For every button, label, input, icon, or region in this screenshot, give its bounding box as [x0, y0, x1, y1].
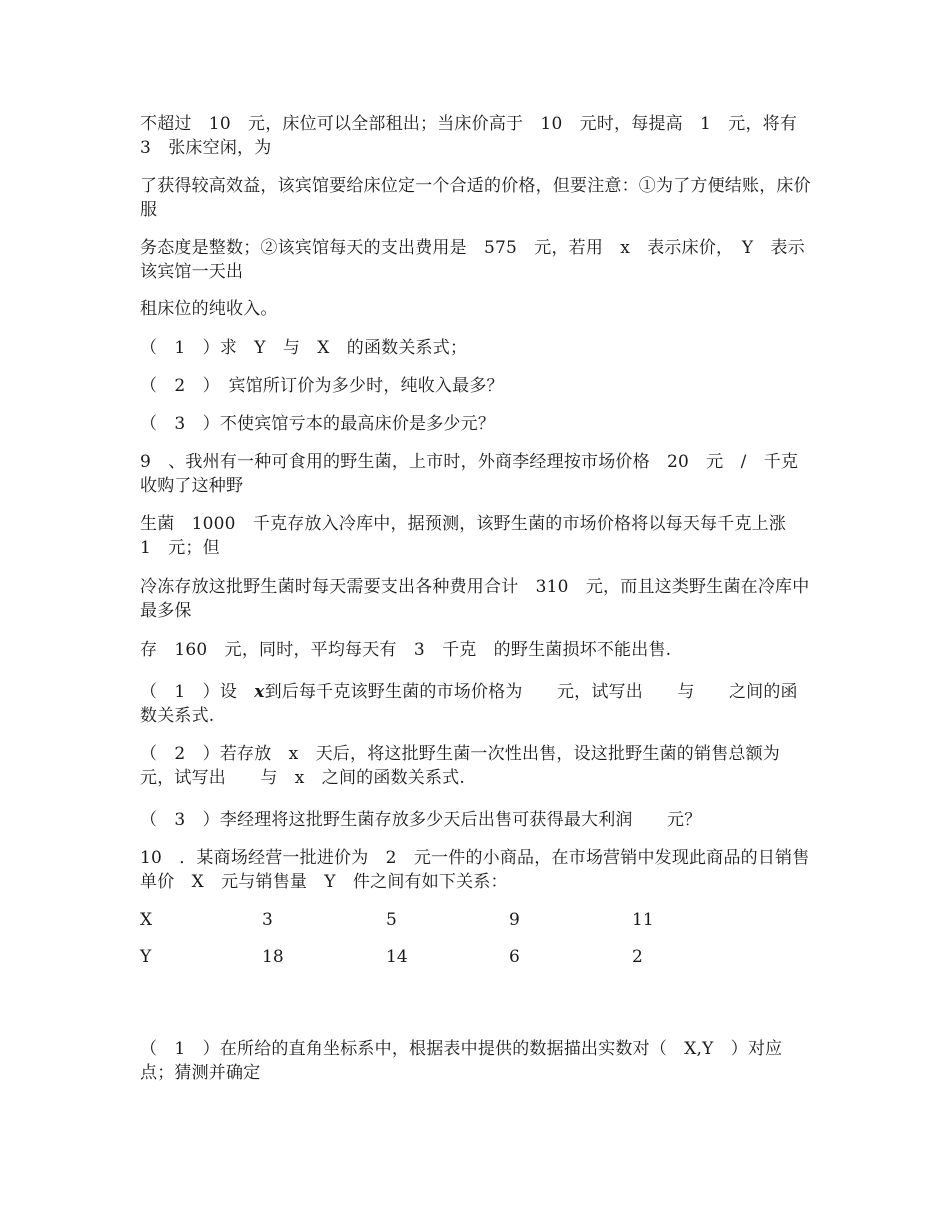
question-9-1-prefix: （ 1 ）设: [140, 682, 255, 702]
paragraph-net-income: 租床位的纯收入。: [140, 299, 278, 319]
variable-x: x: [254, 682, 265, 702]
question-9-2: （ 2 ）若存放 x 天后，将这批野生菌一次性出售，设这批野生菌的销售总额为 元，试写出 与 x 之间的函数关系式.: [140, 744, 815, 788]
table-cell: Y: [140, 947, 152, 967]
question-9-3: （ 3 ）李经理将这批野生菌存放多少天后出售可获得最大利润 元？: [140, 810, 702, 830]
question-8-3: （ 3 ）不使宾馆亏本的最高床价是多少元？: [140, 414, 496, 434]
table-cell: 14: [386, 947, 408, 967]
table-cell: 11: [632, 910, 654, 930]
paragraph-bed-price-goal: 了获得较高效益，该宾馆要给床位定一个合适的价格，但要注意：①为了方便结账，床价服: [140, 176, 811, 220]
question-9-1: [140, 680, 812, 728]
table-cell: 5: [386, 910, 397, 930]
table-cell: X: [140, 910, 153, 930]
table-cell: 2: [632, 947, 643, 967]
table-cell: 6: [509, 947, 520, 967]
table-cell: 9: [509, 910, 520, 930]
question-8-2: （ 2 ） 宾馆所订价为多少时，纯收入最多？: [140, 376, 504, 396]
paragraph-mushroom-loss: 存 160 元，同时，平均每天有 3 千克 的野生菌损坏不能出售.: [140, 640, 672, 660]
question-10-1: （ 1 ）在所给的直角坐标系中，根据表中提供的数据描出实数对（ X,Y ）对应点；猜测并确定: [140, 1039, 783, 1083]
table-cell: 18: [262, 947, 284, 967]
paragraph-problem-10: 10 ．某商场经营一批进价为 2 元一件的小商品，在市场营销中发现此商品的日销售单价 X 元与销售量 Y 件之间有如下关系：: [140, 848, 810, 892]
paragraph-bed-expense: 务态度是整数；②该宾馆每天的支出费用是 575 元，若用 x 表示床价， Y 表示该宾馆一天出: [140, 238, 805, 282]
table-cell: 3: [262, 910, 273, 930]
question-8-1: （ 1 ）求 Y 与 X 的函数关系式；: [140, 338, 468, 358]
paragraph-mushroom-cost: 冷冻存放这批野生菌时每天需要支出各种费用合计 310 元，而且这类野生菌在冷库中最多保: [140, 577, 810, 621]
paragraph-mushroom-storage: 生菌 1000 千克存放入冷库中，据预测，该野生菌的市场价格将以每天每千克上涨 1 元；但: [140, 514, 804, 558]
paragraph-mushroom-intro: 9 、我州有一种可食用的野生菌，上市时，外商李经理按市场价格 20 元 / 千克收购了这种野: [140, 452, 799, 496]
question-9-1-text: 到后每千克该野生菌的市场价格为 元，试写出 与 之间的函数关系式.: [140, 682, 798, 726]
paragraph-bed-price-rule: 不超过 10 元，床位可以全部租出；当床价高于 10 元时，每提高 1 元，将有 3 张床空闲，为: [140, 114, 815, 158]
